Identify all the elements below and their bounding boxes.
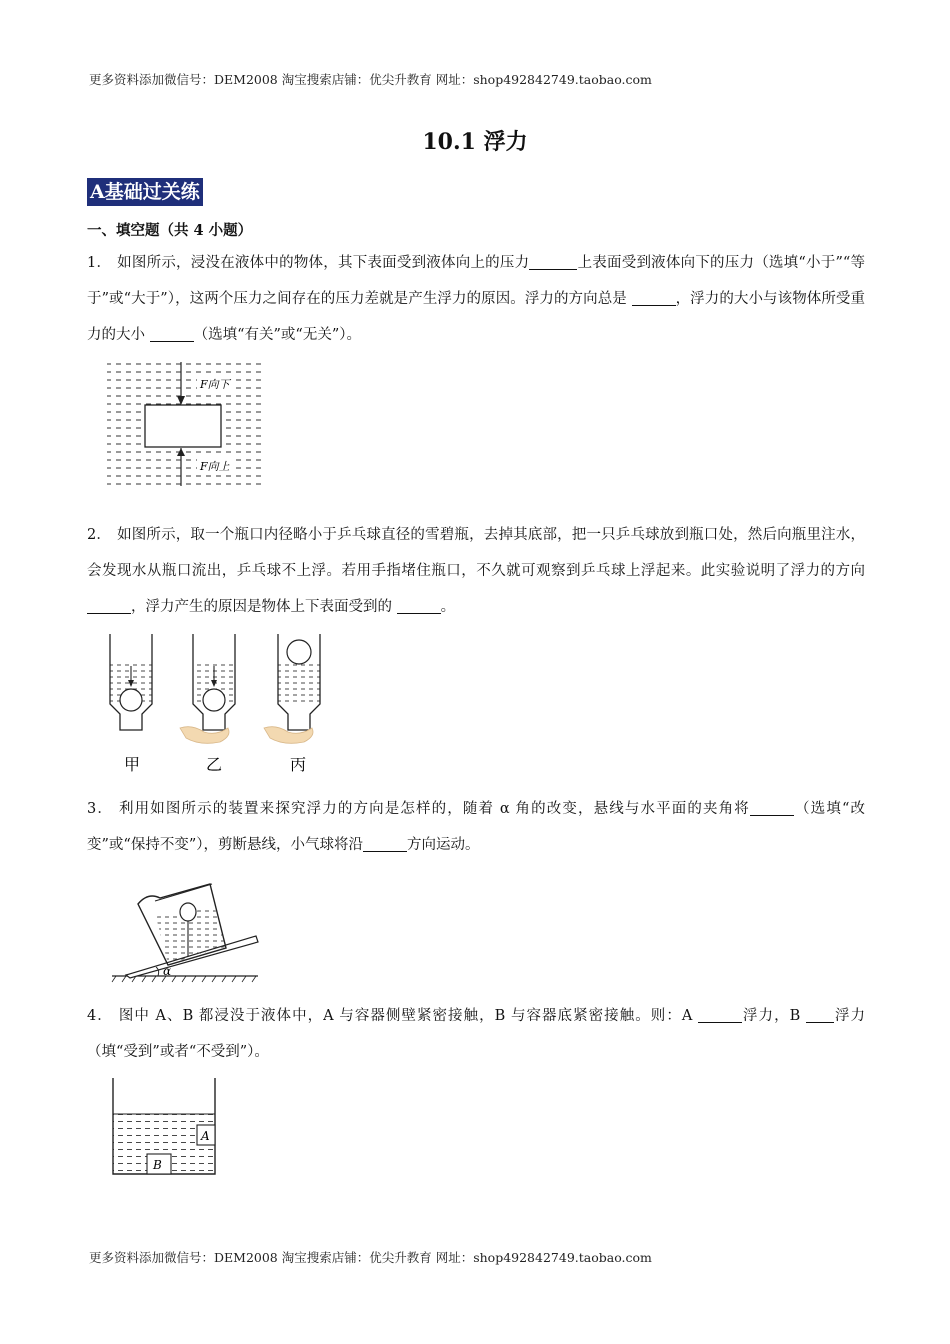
- caption-jia: 甲: [124, 755, 141, 774]
- bottle-yi: [180, 634, 235, 774]
- question-2: 2． 如图所示，取一个瓶口内径略小于乒乓球直径的雪碧瓶，去掉其底部，把一只乒乓球放到瓶口处，然后向瓶里注水，会发现水从瓶口流出，乒乓球不上浮。若用手指堵住瓶口，不久就可观察到乒乓球上浮起来。此实验说明了浮力的方向 ，浮力产生的原因是物体上下表面受到的 。: [87, 527, 865, 615]
- subsection-heading: 一、填空题（共 4 小题）: [87, 222, 253, 239]
- answer-blank[interactable]: [87, 597, 131, 614]
- answer-blank[interactable]: [529, 253, 577, 270]
- question-number: 4．: [87, 1008, 113, 1024]
- question-number: 3．: [87, 801, 113, 817]
- answer-blank[interactable]: [750, 799, 794, 816]
- caption-yi: 乙: [206, 755, 223, 774]
- caption-bing: 丙: [290, 755, 307, 774]
- bottle-jia: [110, 634, 152, 774]
- answer-blank[interactable]: [363, 835, 407, 852]
- question-3: 3． 利用如图所示的装置来探究浮力的方向是怎样的，随着 α 角的改变，悬线与水平面的夹角将 （选填“改变”或“保持不变”），剪断悬线，小气球将沿 方向运动。: [87, 801, 865, 853]
- section-banner: A基础过关练: [87, 178, 203, 206]
- answer-blank[interactable]: [150, 325, 194, 342]
- bottle-bing: [264, 634, 320, 774]
- force-up-label: F向上: [200, 460, 230, 473]
- question-number: 1．: [87, 255, 112, 271]
- page-header: 更多资料添加微信号：DEM2008 淘宝搜索店铺：优尖升教育 网址：shop492842749.taobao.com: [89, 72, 652, 87]
- block-a-label: A: [201, 1129, 210, 1143]
- figure-2-bottles: [100, 632, 340, 780]
- finger-icon: [180, 727, 229, 744]
- figure-4-container: [108, 1076, 220, 1180]
- question-number: 2．: [87, 527, 112, 543]
- block-b-label: B: [153, 1158, 162, 1172]
- angle-alpha-label: α: [163, 964, 172, 978]
- question-1: 1． 如图所示，浸没在液体中的物体，其下表面受到液体向上的压力 上表面受到液体向下的压力（选填“小于”“等于”或“大于”），这两个压力之间存在的压力差就是产生浮力的原因。浮力的方向总是 ，浮力的大小与该物体所受重力的大小 （选填“有关”或“无关”）。: [87, 255, 865, 343]
- answer-blank[interactable]: [806, 1006, 834, 1023]
- figure-3-inclined-beaker: [108, 872, 263, 984]
- page-title: 10.1 浮力: [422, 129, 528, 155]
- answer-blank[interactable]: [632, 289, 676, 306]
- question-4: 4． 图中 A、B 都浸没于液体中，A 与容器侧壁紧密接触，B 与容器底紧密接触。则：A 浮力，B 浮力（填“受到”或者“不受到”）。: [87, 1008, 866, 1060]
- force-down-label: F向下: [200, 378, 230, 391]
- answer-blank[interactable]: [698, 1006, 742, 1023]
- page-footer: 更多资料添加微信号：DEM2008 淘宝搜索店铺：优尖升教育 网址：shop492842749.taobao.com: [89, 1250, 652, 1265]
- answer-blank[interactable]: [397, 597, 441, 614]
- figure-1-submerged-block: [105, 360, 265, 492]
